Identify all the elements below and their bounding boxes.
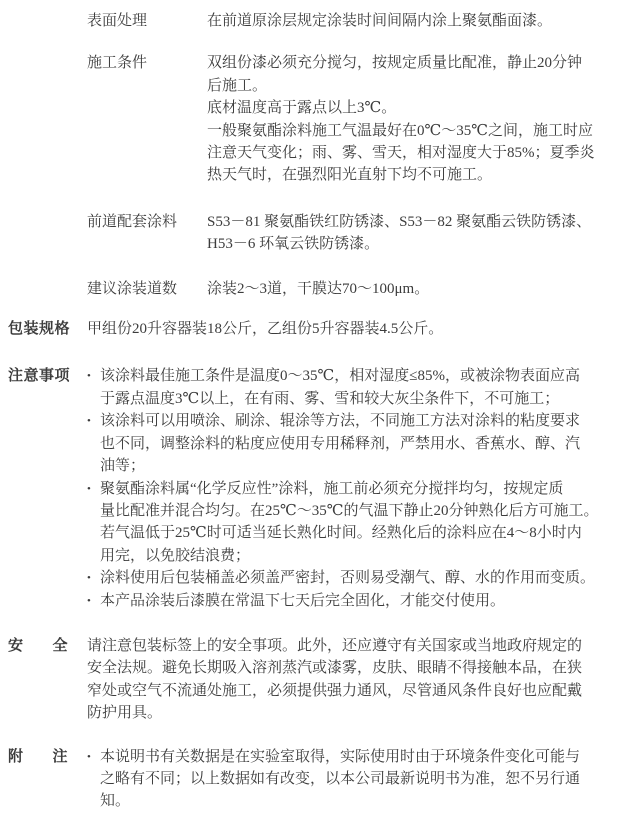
section-previous-coats bbox=[0, 211, 642, 256]
precaution-text-line: 用完，以免胶结浪费； bbox=[100, 547, 251, 564]
precaution-text-line: 于露点温度3℃以上，在有雨、雾、雪和较大灰尘条件下，不可施工； bbox=[100, 390, 560, 407]
precaution-text-line: 也不同，调整涂料的粘度应使用专用稀释剂，严禁用水、香蕉水、醇、汽 bbox=[100, 435, 581, 452]
section-packaging bbox=[0, 318, 642, 340]
precaution-text-line: 油等； bbox=[100, 458, 146, 475]
bullet-icon: • bbox=[87, 750, 91, 763]
precaution-text-line: 本产品涂装后漆膜在常温下七天后完全固化，才能交付使用。 bbox=[100, 592, 506, 609]
appendix-text-line: 知。 bbox=[100, 793, 131, 810]
spec-text-line: 注意天气变化；雨、雾、雪天，相对湿度大于85%；夏季炎 bbox=[207, 145, 595, 162]
spec-text-line: 一般聚氨酯涂料施工气温最好在0℃～35℃之间，施工时应 bbox=[207, 122, 594, 139]
section-safety bbox=[0, 635, 642, 725]
precaution-text-line: 该涂料最佳施工条件是温度0～35℃，相对湿度≤85%，或被涂物表面应高 bbox=[100, 368, 581, 385]
bullet-icon: • bbox=[87, 594, 91, 607]
precaution-text-line: 量比配准并混合均匀。在25℃～35℃的气温下静止20分钟熟化后方可施工。 bbox=[100, 502, 599, 519]
appendix-text-line: 之略有不同；以上数据如有改变，以本公司最新说明书为准，恕不另行通 bbox=[100, 770, 581, 787]
bullet-icon: • bbox=[87, 415, 91, 428]
safety-label-char: 安 bbox=[8, 636, 24, 654]
spec-text-line: 在前道原涂层规定涂装时间间隔内涂上聚氨酯面漆。 bbox=[207, 13, 553, 29]
spec-text-line: 后施工。 bbox=[207, 77, 268, 94]
section-label-appendix bbox=[0, 746, 87, 768]
precaution-item bbox=[87, 590, 642, 612]
spec-text-line: H53－6 环氧云铁防锈漆。 bbox=[207, 236, 380, 253]
precaution-item bbox=[87, 567, 642, 589]
safety-text-line: 窄处或空气不流通处施工，必须提供强力通风，尽管通风条件良好也应配戴 bbox=[87, 682, 583, 699]
section-recommended-coats bbox=[0, 278, 642, 300]
section-label-packaging: 包装规格 bbox=[8, 320, 71, 338]
precaution-item bbox=[87, 410, 642, 432]
bullet-icon: • bbox=[87, 572, 91, 585]
section-surface-treatment bbox=[0, 10, 642, 32]
spec-label-surface-treatment: 表面处理 bbox=[87, 13, 148, 29]
section-appendix bbox=[0, 746, 642, 813]
bullet-icon: • bbox=[87, 370, 91, 383]
spec-label-application-conditions: 施工条件 bbox=[87, 55, 148, 72]
spec-label-recommended-coats: 建议涂装道数 bbox=[87, 280, 178, 297]
section-label-safety bbox=[0, 635, 87, 657]
precaution-text-line: 若气温低于25℃时可适当延长熟化时间。经熟化后的涂料应在4～8小时内 bbox=[100, 525, 582, 542]
appendix-text-line: 本说明书有关数据是在实验室取得，实际使用时由于环境条件变化可能与 bbox=[100, 748, 581, 765]
safety-label-char: 全 bbox=[52, 636, 68, 654]
section-application-conditions bbox=[0, 52, 642, 186]
section-text-line: 甲组份20升容器装18公斤，乙组份5升容器装4.5公斤。 bbox=[87, 321, 444, 338]
safety-text-line: 请注意包装标签上的安全事项。此外，还应遵守有关国家或当地政府规定的 bbox=[87, 637, 583, 654]
section-label-precautions: 注意事项 bbox=[8, 367, 71, 385]
precaution-text-line: 聚氨酯涂料属“化学反应性”涂料，施工前必须充分搅拌均匀，按规定质 bbox=[100, 480, 564, 497]
precaution-text-line: 该涂料可以用喷涂、刷涂、辊涂等方法，不同施工方法对涂料的粘度要求 bbox=[100, 413, 581, 430]
spec-text-line: S53－81 聚氨酯铁红防锈漆、S53－82 聚氨酯云铁防锈漆、 bbox=[207, 213, 592, 230]
spec-text-line: 双组份漆必须充分搅匀，按规定质量比配准，静止20分钟 bbox=[207, 55, 583, 72]
section-precautions bbox=[0, 365, 642, 611]
precaution-item bbox=[87, 365, 642, 387]
appendix-item bbox=[87, 746, 642, 768]
appendix-label-char: 附 bbox=[8, 747, 24, 765]
spec-text-line: 涂装2～3道，干膜达70～100μm。 bbox=[207, 280, 430, 297]
spec-text-line: 底材温度高于露点以上3℃。 bbox=[207, 100, 397, 117]
bullet-icon: • bbox=[87, 482, 91, 495]
safety-text-line: 安全法规。避免长期吸入溶剂蒸汽或漆雾，皮肤、眼睛不得接触本品，在狭 bbox=[87, 660, 583, 677]
spec-text-line: 热天气时，在强烈阳光直射下均不可施工。 bbox=[207, 167, 493, 184]
precaution-item bbox=[87, 478, 642, 500]
safety-text-line: 防护用具。 bbox=[87, 705, 163, 722]
appendix-label-char: 注 bbox=[52, 747, 68, 765]
precaution-text-line: 涂料使用后包装桶盖必须盖严密封，否则易受潮气、醇、水的作用而变质。 bbox=[100, 570, 596, 587]
spec-label-previous-coats: 前道配套涂料 bbox=[87, 213, 178, 230]
